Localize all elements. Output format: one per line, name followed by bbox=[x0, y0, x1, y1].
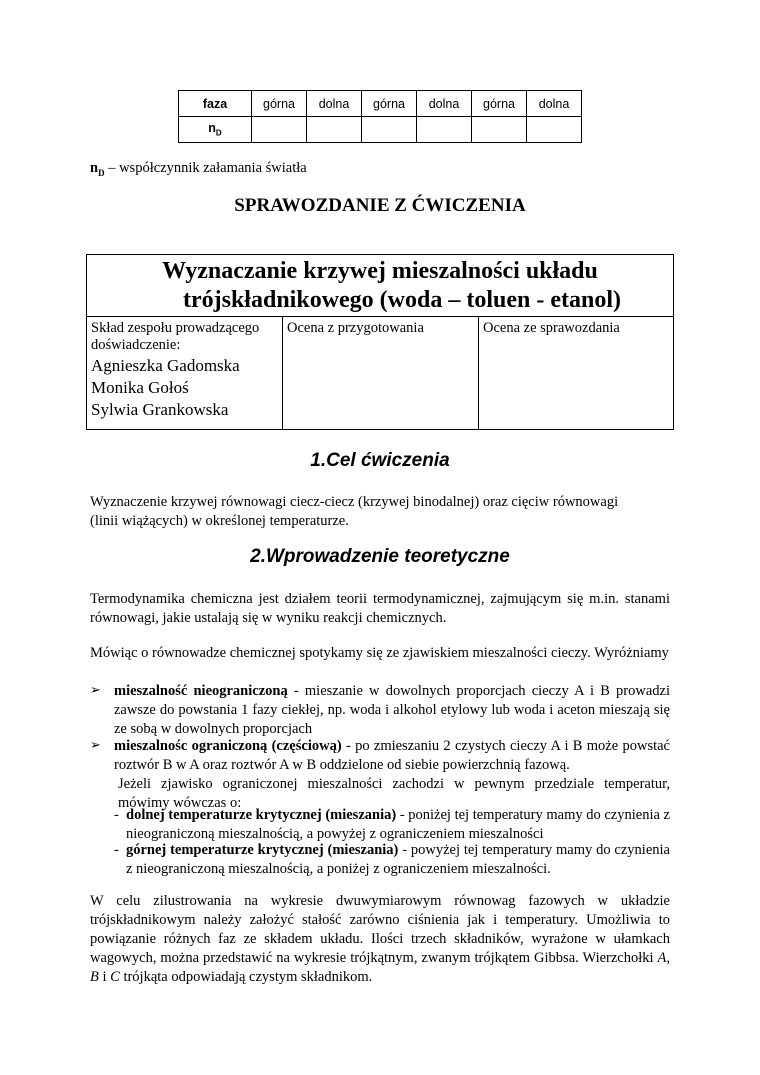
section2-heading: 2.Wprowadzenie teoretyczne bbox=[250, 546, 510, 567]
table-row bbox=[179, 91, 582, 117]
bullet-limited-miscibility bbox=[114, 737, 670, 813]
phase-table bbox=[178, 90, 582, 143]
table-cell-empty bbox=[472, 117, 527, 143]
paragraph-thermodynamics: Termodynamika chemiczna jest działem teorii termodynamicznej, zajmującym się m.in. stanami równowagi, jakie ustalają się w wyniku reakcji chemicznych. bbox=[90, 591, 670, 626]
report-grade-label: Ocena ze sprawozdania bbox=[483, 320, 620, 336]
dash-text bbox=[126, 806, 670, 844]
section1-text bbox=[90, 493, 670, 531]
member-name: Sylwia Grankowska bbox=[91, 400, 229, 419]
member-name: Monika Gołoś bbox=[91, 378, 189, 397]
experiment-title bbox=[87, 255, 673, 317]
bullet-arrow-icon: ➢ bbox=[90, 682, 101, 697]
dash-item-upper-critical bbox=[114, 841, 670, 879]
report-grade-cell bbox=[479, 317, 673, 429]
table-header-cell: górna bbox=[252, 91, 307, 117]
dash-body: - poniżej tej temperatury mamy do czynienia z nieograniczoną mieszalnością, a powyżej z ograniczeniem mieszalności bbox=[126, 807, 670, 842]
table-label-faza: faza bbox=[179, 91, 252, 117]
team-cell bbox=[87, 317, 283, 429]
bullet-continuation: Jeżeli zjawisko ograniczonej mieszalności zachodzi w pewnym przedziale temperatur, mówimy wówczas o: bbox=[118, 776, 670, 811]
table-cell-empty bbox=[252, 117, 307, 143]
table-row bbox=[179, 117, 582, 143]
paragraph-miscibility: Mówiąc o równowadze chemicznej spotykamy się ze zjawiskiem mieszalności cieczy. Wyróżniamy bbox=[90, 645, 669, 661]
legend-subscript: D bbox=[98, 167, 105, 178]
member-name: Agnieszka Gadomska bbox=[91, 356, 240, 375]
legend-symbol: n bbox=[90, 160, 99, 176]
vertex-a: A bbox=[657, 950, 667, 966]
table-header-cell: dolna bbox=[307, 91, 362, 117]
dash-body: - powyżej tej temperatury mamy do czynienia z nieograniczoną mieszalnością, a poniżej z ograniczeniem mieszalności. bbox=[126, 842, 670, 877]
table-cell-empty bbox=[527, 117, 582, 143]
table-header-cell: dolna bbox=[527, 91, 582, 117]
section1-heading: 1.Cel ćwiczenia bbox=[310, 450, 450, 471]
vertex-b: B bbox=[90, 969, 99, 985]
table-cell-empty bbox=[362, 117, 417, 143]
table-label-nd bbox=[179, 117, 252, 143]
nd-symbol: n bbox=[208, 121, 216, 136]
prep-grade-label: Ocena z przygotowania bbox=[287, 320, 424, 336]
section1-line1: Wyznaczenie krzywej równowagi ciecz-ciecz (krzywej binodalnej) oraz cięciw równowagi bbox=[90, 494, 619, 510]
legend-text: – współczynnik załamania światła bbox=[104, 160, 307, 176]
gibbs-text-end: trójkąta odpowiadają czystym składnikom. bbox=[119, 969, 373, 985]
table-cell-empty bbox=[417, 117, 472, 143]
dash-item-lower-critical bbox=[114, 806, 670, 844]
gibbs-sep: , bbox=[666, 950, 670, 966]
team-label: Skład zespołu prowadzącego doświadczenie: bbox=[91, 320, 260, 353]
gibbs-sep: i bbox=[98, 969, 111, 985]
title-box bbox=[86, 254, 674, 430]
bullet-bold-term: mieszalnośc ograniczoną (częściową) bbox=[114, 738, 342, 754]
table-header-cell: górna bbox=[472, 91, 527, 117]
bullet-text: - po zmieszaniu 2 czystych cieczy A i B może powstać roztwór B w A oraz roztwór A w B oddzielone od siebie powierzchnią fazową. bbox=[114, 738, 670, 773]
bullet-bold-term: mieszalność nieograniczoną bbox=[114, 683, 288, 699]
table-header-cell: górna bbox=[362, 91, 417, 117]
vertex-c: C bbox=[110, 969, 120, 985]
table-header-cell: dolna bbox=[417, 91, 472, 117]
experiment-title-line2: trójskładnikowego (woda – toluen - etanol) bbox=[182, 287, 621, 313]
report-title: SPRAWOZDANIE Z ĆWICZENIA bbox=[234, 195, 526, 216]
gibbs-text: W celu zilustrowania na wykresie dwuwymiarowym równowag fazowych w układzie trójskładnikowym należy założyć stałość zarówno ciśnienia jak i temperatury. Umożliwia to powiązanie różnych faz ze składem układu. Ilości trzech składników, wyrażone w ułamkach wagowych, można przedstawić na wykresie trójkątnym, zwanym trójkątem Gibbsa. Wierzchołki bbox=[90, 893, 670, 966]
prep-grade-cell bbox=[283, 317, 479, 429]
bullet-unlimited-miscibility bbox=[114, 682, 670, 739]
experiment-title-line1: Wyznaczanie krzywej mieszalności układu bbox=[162, 258, 598, 284]
bullet-arrow-icon: ➢ bbox=[90, 737, 101, 752]
nd-subscript: D bbox=[215, 128, 222, 138]
section1-line2: (linii wiążących) w określonej temperaturze. bbox=[90, 513, 349, 529]
dash-marker: - bbox=[114, 807, 119, 823]
bullet-text: - mieszanie w dowolnych proporcjach cieczy A i B prowadzi zawsze do powstania 1 fazy ciekłej, np. woda i alkohol etylowy lub woda i aceton mieszają się ze sobą w dowolnych proporcjach bbox=[114, 683, 670, 737]
dash-bold-term: dolnej temperaturze krytycznej (mieszania) bbox=[126, 807, 397, 823]
paragraph-gibbs-triangle bbox=[90, 892, 670, 987]
dash-marker: - bbox=[114, 842, 119, 858]
refractive-index-legend bbox=[90, 160, 307, 178]
dash-text bbox=[126, 841, 670, 879]
dash-bold-term: górnej temperaturze krytycznej (mieszania) bbox=[126, 842, 399, 858]
table-cell-empty bbox=[307, 117, 362, 143]
